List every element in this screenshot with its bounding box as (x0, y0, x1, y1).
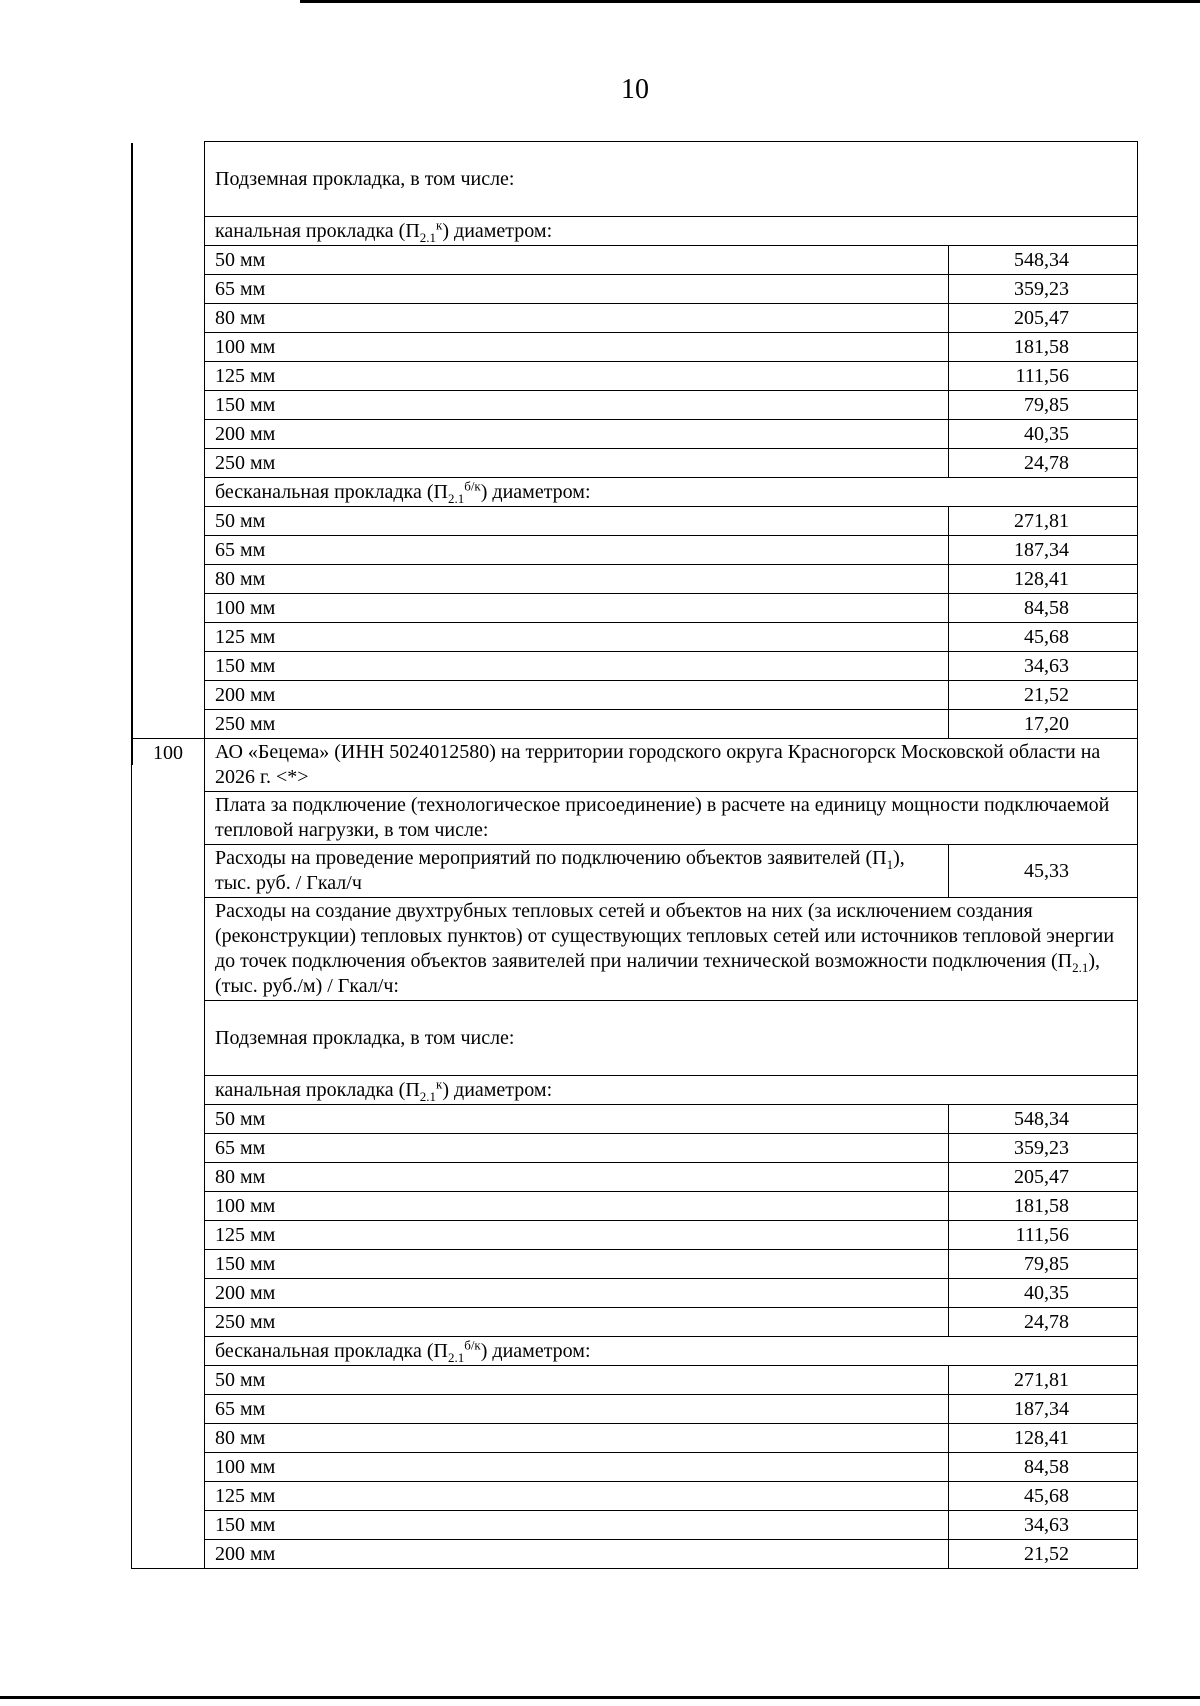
diameter-cell: 80 мм (205, 1424, 949, 1453)
diameter-cell: 50 мм (205, 1366, 949, 1395)
value-cell: 111,56 (949, 1221, 1138, 1250)
channelless-title: бесканальная прокладка $(П_{2.1}^{б/к})$ диаметром: (205, 478, 1138, 507)
diameter-cell: 100 мм (205, 1453, 949, 1482)
value-cell: 181,58 (949, 333, 1138, 362)
company-row (132, 739, 1138, 792)
table-row (132, 1192, 1138, 1221)
table-row (132, 1308, 1138, 1337)
table-row (132, 1105, 1138, 1134)
value-cell: 271,81 (949, 1366, 1138, 1395)
diameter-cell: 100 мм (205, 594, 949, 623)
value-cell: 205,47 (949, 1163, 1138, 1192)
value-cell: 24,78 (949, 1308, 1138, 1337)
table-row (132, 1221, 1138, 1250)
p1-row (132, 845, 1138, 898)
channel-title: канальная прокладка $(П_{2.1}^к)$ диаметром: (205, 1076, 1138, 1105)
diameter-cell: 65 мм (205, 536, 949, 565)
table-row (132, 507, 1138, 536)
number-cell-empty (132, 142, 205, 739)
diameter-cell: 50 мм (205, 1105, 949, 1134)
bottom-rule (0, 1696, 1200, 1699)
value-cell: 548,34 (949, 1105, 1138, 1134)
channel-title-row (132, 1076, 1138, 1105)
value-cell: 187,34 (949, 1395, 1138, 1424)
value-cell: 271,81 (949, 507, 1138, 536)
diameter-cell: 150 мм (205, 1511, 949, 1540)
fee-intro: Плата за подключение (технологическое присоединение) в расчете на единицу мощности подключаемой тепловой нагрузки, в том числе: (205, 792, 1138, 845)
channel-title-row (132, 217, 1138, 246)
row-number: 100 (132, 739, 205, 1569)
table-row (132, 1540, 1138, 1569)
tariff-table (131, 141, 1138, 1569)
value-cell: 40,35 (949, 420, 1138, 449)
table-row (132, 449, 1138, 478)
table-row (132, 304, 1138, 333)
table-row (132, 246, 1138, 275)
page-number: 10 (621, 74, 649, 105)
value-cell: 24,78 (949, 449, 1138, 478)
diameter-cell: 65 мм (205, 275, 949, 304)
diameter-cell: 100 мм (205, 1192, 949, 1221)
table-row (132, 1366, 1138, 1395)
table-row (132, 623, 1138, 652)
table-row (132, 565, 1138, 594)
diameter-cell: 125 мм (205, 1482, 949, 1511)
diameter-cell: 250 мм (205, 710, 949, 739)
company-name: АО «Бецема» (ИНН 5024012580) на территории городского округа Красногорск Московской области на 2026 г. <*> (205, 739, 1138, 792)
value-cell: 128,41 (949, 565, 1138, 594)
value-cell: 21,52 (949, 1540, 1138, 1569)
channelless-title-row (132, 1337, 1138, 1366)
value-cell: 79,85 (949, 1250, 1138, 1279)
underground-row (132, 1001, 1138, 1076)
p21-row (132, 898, 1138, 1001)
value-cell: 40,35 (949, 1279, 1138, 1308)
table-row (132, 420, 1138, 449)
table-row (132, 1511, 1138, 1540)
table-row (132, 536, 1138, 565)
table-row (132, 1279, 1138, 1308)
diameter-cell: 65 мм (205, 1134, 949, 1163)
diameter-cell: 80 мм (205, 304, 949, 333)
table-row (132, 1395, 1138, 1424)
p1-text: Расходы на проведение мероприятий по подключению объектов заявителей $(П_1)$, тыс. руб. / Гкал/ч (205, 845, 949, 898)
channel-title: канальная прокладка $(П_{2.1}^к)$ диаметром: (205, 217, 1138, 246)
value-cell: 128,41 (949, 1424, 1138, 1453)
table-row (132, 391, 1138, 420)
table-row (132, 1482, 1138, 1511)
diameter-cell: 80 мм (205, 565, 949, 594)
value-cell: 45,68 (949, 1482, 1138, 1511)
value-cell: 34,63 (949, 1511, 1138, 1540)
underground-row (132, 142, 1138, 217)
table-row (132, 1163, 1138, 1192)
table-row (132, 1134, 1138, 1163)
value-cell: 79,85 (949, 391, 1138, 420)
table-row (132, 652, 1138, 681)
value-cell: 187,34 (949, 536, 1138, 565)
table-row (132, 333, 1138, 362)
tariff-table-body (132, 142, 1138, 1569)
value-cell: 181,58 (949, 1192, 1138, 1221)
channelless-title: бесканальная прокладка $(П_{2.1}^{б/к})$ диаметром: (205, 1337, 1138, 1366)
diameter-cell: 200 мм (205, 420, 949, 449)
value-cell: 84,58 (949, 594, 1138, 623)
table-row (132, 710, 1138, 739)
diameter-cell: 50 мм (205, 246, 949, 275)
table-row (132, 275, 1138, 304)
value-cell: 111,56 (949, 362, 1138, 391)
diameter-cell: 150 мм (205, 1250, 949, 1279)
diameter-cell: 125 мм (205, 1221, 949, 1250)
channelless-title-row (132, 478, 1138, 507)
diameter-cell: 100 мм (205, 333, 949, 362)
value-cell: 84,58 (949, 1453, 1138, 1482)
diameter-cell: 250 мм (205, 1308, 949, 1337)
value-cell: 548,34 (949, 246, 1138, 275)
value-cell: 359,23 (949, 1134, 1138, 1163)
diameter-cell: 80 мм (205, 1163, 949, 1192)
diameter-cell: 150 мм (205, 652, 949, 681)
table-row (132, 1453, 1138, 1482)
p1-value: 45,33 (949, 845, 1138, 898)
fee-intro-row (132, 792, 1138, 845)
table-row (132, 594, 1138, 623)
table-row (132, 362, 1138, 391)
diameter-cell: 150 мм (205, 391, 949, 420)
diameter-cell: 200 мм (205, 1279, 949, 1308)
underground-title: Подземная прокладка, в том числе: (205, 1001, 1138, 1076)
diameter-cell: 200 мм (205, 681, 949, 710)
value-cell: 45,68 (949, 623, 1138, 652)
value-cell: 205,47 (949, 304, 1138, 333)
p21-text: Расходы на создание двухтрубных тепловых сетей и объектов на них (за исключением создания (реконструкции) тепловых пунктов) от существующих тепловых сетей или источников тепловой энергии до точек подключения объектов заявителей при наличии технической возможности подключения $(П_{2.1})$, (тыс. руб./м) / Гкал/ч: (205, 898, 1138, 1001)
diameter-cell: 200 мм (205, 1540, 949, 1569)
diameter-cell: 125 мм (205, 623, 949, 652)
diameter-cell: 65 мм (205, 1395, 949, 1424)
table-row (132, 681, 1138, 710)
table-row (132, 1424, 1138, 1453)
value-cell: 34,63 (949, 652, 1138, 681)
diameter-cell: 125 мм (205, 362, 949, 391)
diameter-cell: 250 мм (205, 449, 949, 478)
value-cell: 17,20 (949, 710, 1138, 739)
table-row (132, 1250, 1138, 1279)
underground-title: Подземная прокладка, в том числе: (205, 142, 1138, 217)
value-cell: 359,23 (949, 275, 1138, 304)
top-rule (300, 0, 1200, 3)
value-cell: 21,52 (949, 681, 1138, 710)
diameter-cell: 50 мм (205, 507, 949, 536)
